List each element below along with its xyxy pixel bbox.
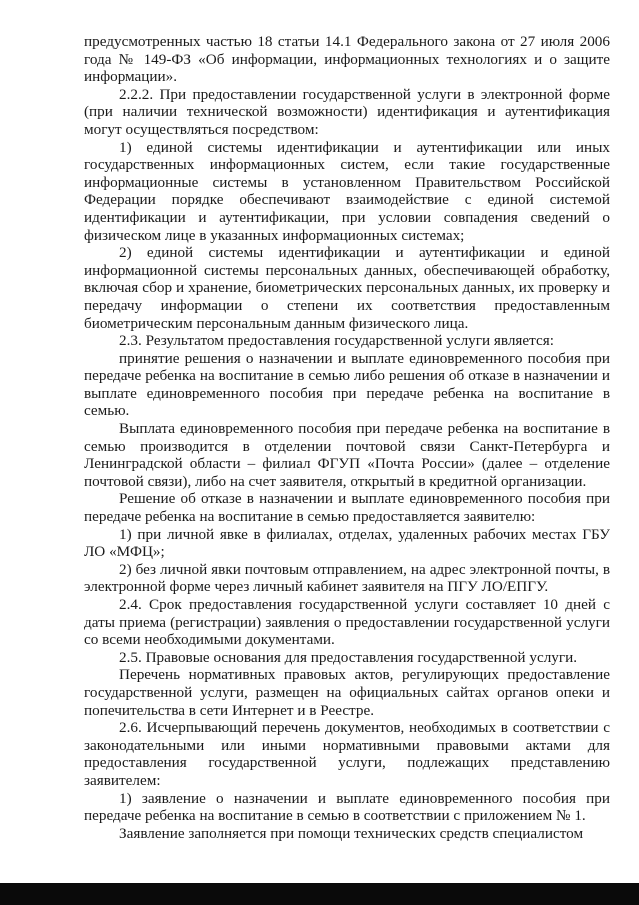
scan-bottom-edge xyxy=(0,883,639,905)
paragraph-2-6: 2.6. Исчерпывающий перечень документов, необходимых в соответствии с законодательными или иными нормативными правовыми актами для предоставления государственной услуги, подлежащих представлению заявителем: xyxy=(84,719,610,789)
paragraph-2-3-refusal: Решение об отказе в назначении и выплате единовременного пособия при передаче ребенка на воспитание в семью предоставляется заявителю: xyxy=(84,490,610,526)
paragraph-2-3-refusal-item-2: 2) без личной явки почтовым отправлением, на адрес электронной почты, в электронной форме через личный кабинет заявителя на ПГУ ЛО/ЕПГУ. xyxy=(84,560,610,596)
paragraph-2-4: 2.4. Срок предоставления государственной услуги составляет 10 дней с даты приема (регистрации) заявления о предоставлении государственной услуги со всеми необходимыми документами. xyxy=(84,596,610,649)
paragraph-2-2-2-item-1: 1) единой системы идентификации и аутентификации или иных государственных информационных систем, если такие государственные информационные системы в установленном Правительством Российской Федерации порядке обеспечивают взаимодействие с единой системой идентификации и аутентификации, при условии совпадения сведений о физическом лице в указанных информационных системах; xyxy=(84,138,610,244)
paragraph-2-6-item-1: 1) заявление о назначении и выплате единовременного пособия при передаче ребенка на воспитание в семью в соответствии с приложением № 1. xyxy=(84,789,610,825)
paragraph-2-2-2: 2.2.2. При предоставлении государственной услуги в электронной форме (при наличии технической возможности) идентификация и аутентификация могут осуществляться посредством: xyxy=(84,85,610,138)
paragraph-continuation-149fz: предусмотренных частью 18 статьи 14.1 Федерального закона от 27 июля 2006 года № 149-ФЗ «Об информации, информационных технологиях и о защите информации». xyxy=(84,33,610,86)
paragraph-2-5-list: Перечень нормативных правовых актов, регулирующих предоставление государственной услуги, размещен на официальных сайтах органов опеки и попечительства в сети Интернет и в Реестре. xyxy=(84,666,610,719)
paragraph-2-3-decision: принятие решения о назначении и выплате единовременного пособия при передаче ребенка на воспитание в семью либо решения об отказе в назначении и выплате единовременного пособия при передаче ребенка на воспитание в семью. xyxy=(84,349,610,420)
document-page xyxy=(84,33,610,842)
paragraph-2-5: 2.5. Правовые основания для предоставления государственной услуги. xyxy=(119,648,578,666)
paragraph-2-2-2-item-2: 2) единой системы идентификации и аутентификации и единой информационной системы персональных данных, обеспечивающей обработку, включая сбор и хранение, биометрических персональных данных, их проверку и передачу информации о степени их соответствия предоставленным биометрическим персональным данным физического лица. xyxy=(84,244,610,332)
paragraph-2-3-payment: Выплата единовременного пособия при передаче ребенка на воспитание в семью производится в отделении почтовой связи Санкт-Петербурга и Ленинградской области – филиал ФГУП «Почта России» (далее – отделение почтовой связи), либо на счет заявителя, открытый в кредитной организации. xyxy=(84,420,610,490)
paragraph-2-3-refusal-item-1: 1) при личной явке в филиалах, отделах, удаленных рабочих местах ГБУ ЛО «МФЦ»; xyxy=(84,525,610,561)
paragraph-application-note: Заявление заполняется при помощи технических средств специалистом xyxy=(119,824,584,842)
paragraph-2-3: 2.3. Результатом предоставления государственной услуги является: xyxy=(119,332,554,350)
